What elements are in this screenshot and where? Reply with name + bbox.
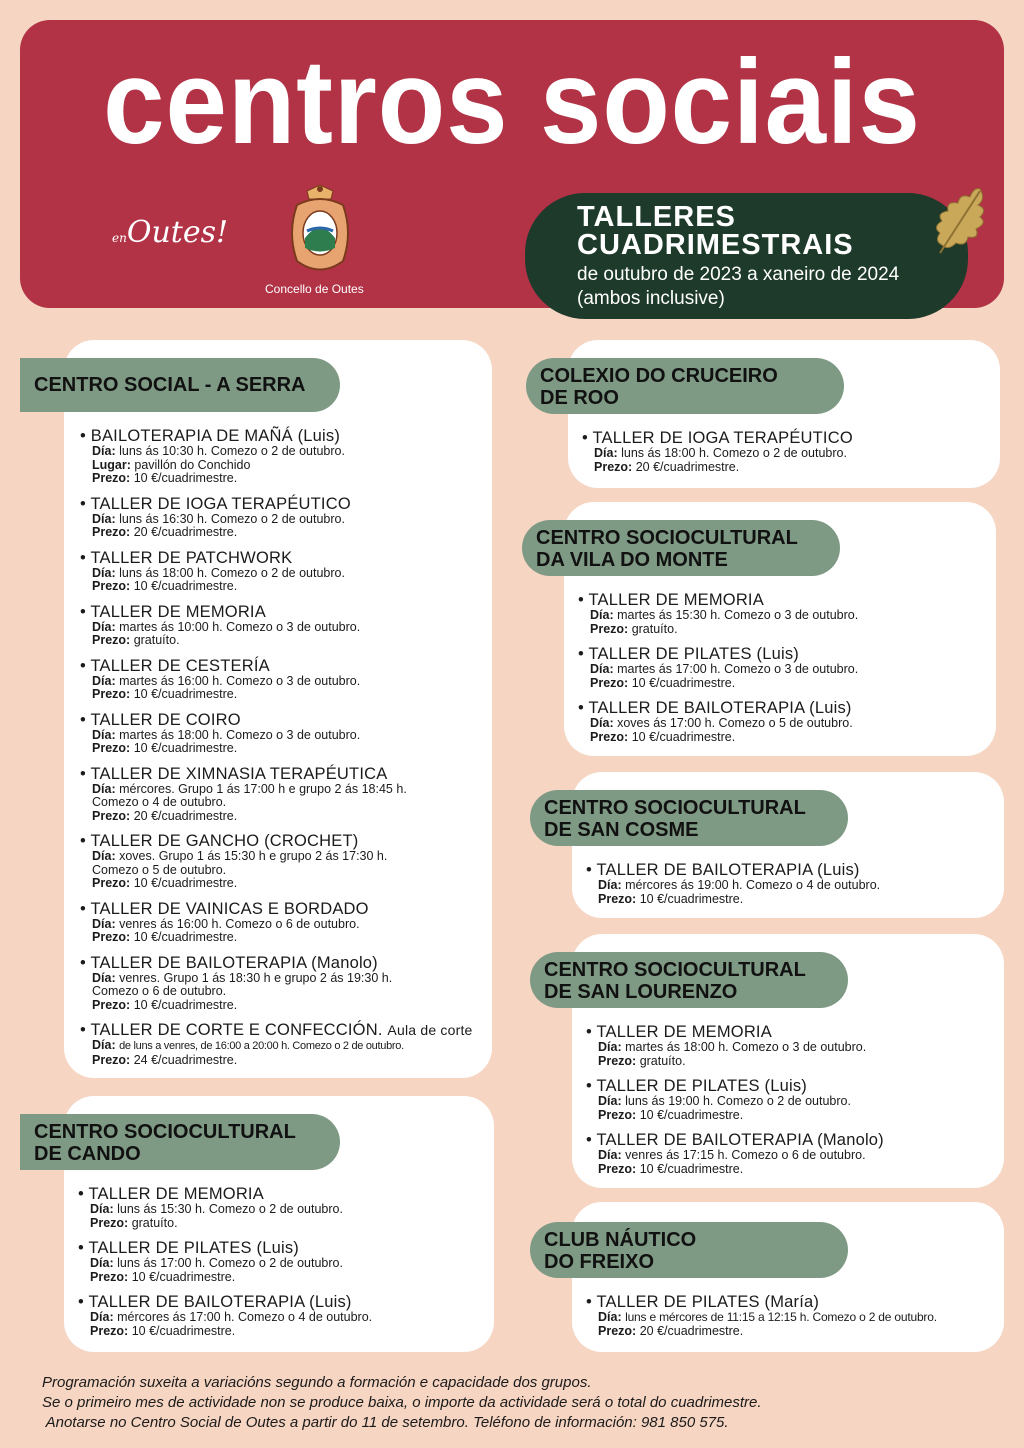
talleres-badge	[525, 193, 968, 319]
list-item: • TALLER DE MEMORIA Día: martes ás 18:00 h. Comezo o 3 de outubro. Prezo: gratuíto.	[586, 1024, 884, 1068]
talleres-dates: de outubro de 2023 a xaneiro de 2024	[577, 264, 900, 285]
label-san-cosme: CENTRO SOCIOCULTURAL DE SAN COSME	[530, 790, 848, 846]
label-roo: COLEXIO DO CRUCEIRO DE ROO	[526, 358, 844, 414]
list-item: • TALLER DE PILATES (Luis) Día: martes ás 17:00 h. Comezo o 3 de outubro. Prezo: 10 €/cuadrimestre.	[578, 646, 858, 690]
footer-line: Programación suxeita a variacións segundo a formación e capacidade dos grupos.	[42, 1374, 592, 1391]
label-a-serra: CENTRO SOCIAL - A SERRA	[20, 358, 340, 412]
label-freixo: CLUB NÁUTICO DO FREIXO	[530, 1222, 848, 1278]
list-item: • TALLER DE GANCHO (CROCHET) Día: xoves. Grupo 1 ás 15:30 h e grupo 2 ás 17:30 h. Comezo o 5 de outubro. Prezo: 10 €/cuadrimestre.	[80, 833, 473, 891]
list-item: • TALLER DE BAILOTERAPIA (Manolo) Día: venres ás 17:15 h. Comezo o 6 de outubro. Prezo: 10 €/cuadrimestre.	[586, 1132, 884, 1176]
label-san-lourenzo: CENTRO SOCIOCULTURAL DE SAN LOURENZO	[530, 952, 848, 1008]
list-item: • TALLER DE CESTERÍA Día: martes ás 16:00 h. Comezo o 3 de outubro. Prezo: 10 €/cuadrimestre.	[80, 658, 473, 702]
list-item: • TALLER DE BAILOTERAPIA (Luis) Día: mércores ás 19:00 h. Comezo o 4 de outubro. Prezo: 10 €/cuadrimestre.	[586, 862, 880, 906]
list-item: • TALLER DE IOGA TERAPÉUTICO Día: luns ás 18:00 h. Comezo o 2 de outubro. Prezo: 20 €/cuadrimestre.	[582, 430, 853, 474]
concello-name: Concello de Outes	[265, 282, 364, 296]
list-san-lourenzo	[586, 1024, 884, 1186]
list-roo	[582, 430, 853, 484]
list-item: • TALLER DE MEMORIA Día: martes ás 15:30 h. Comezo o 3 de outubro. Prezo: gratuíto.	[578, 592, 858, 636]
list-freixo	[586, 1294, 937, 1348]
list-item: • TALLER DE BAILOTERAPIA (Luis) Día: mércores ás 17:00 h. Comezo o 4 de outubro. Prezo: 10 €/cuadrimestre.	[78, 1294, 372, 1338]
talleres-title: TALLERES CUADRIMESTRAIS	[577, 201, 854, 261]
list-item: • TALLER DE XIMNASIA TERAPÉUTICA Día: mércores. Grupo 1 ás 17:00 h e grupo 2 ás 18:45 h. Comezo o 4 de outubro. Prezo: 20 €/cuadrimestre.	[80, 766, 473, 824]
list-item: • TALLER DE BAILOTERAPIA (Luis) Día: xoves ás 17:00 h. Comezo o 5 de outubro. Prezo: 10 €/cuadrimestre.	[578, 700, 858, 744]
list-item: • BAILOTERAPIA DE MAÑÁ (Luis) Día: luns ás 10:30 h. Comezo o 2 de outubro. Lugar: pavillón do Conchido Prezo: 10 €/cuadrimestre.	[80, 428, 473, 486]
list-item: • TALLER DE CORTE E CONFECCIÓN. Aula de corte Día: de luns a venres, de 16:00 a 20:00 h. Comezo o 2 de outubro. Prezo: 24 €/cuadrimestre.	[80, 1022, 473, 1067]
list-item: • TALLER DE MEMORIA Día: martes ás 10:00 h. Comezo o 3 de outubro. Prezo: gratuíto.	[80, 604, 473, 648]
page-title: centros sociais	[103, 35, 921, 169]
list-san-cosme	[586, 862, 880, 916]
list-item: • TALLER DE VAINICAS E BORDADO Día: venres ás 16:00 h. Comezo o 6 de outubro. Prezo: 10 €/cuadrimestre.	[80, 901, 473, 945]
footer-notes	[42, 1373, 1002, 1433]
footer-line: Anotarse no Centro Social de Outes a partir do 11 de setembro. Teléfono de información: 981 850 575.	[42, 1414, 729, 1431]
list-item: • TALLER DE MEMORIA Día: luns ás 15:30 h. Comezo o 2 de outubro. Prezo: gratuíto.	[78, 1186, 372, 1230]
outes-brand-logo: enOutes!	[112, 215, 229, 250]
list-item: • TALLER DE PILATES (Luis) Día: luns ás 19:00 h. Comezo o 2 de outubro. Prezo: 10 €/cuadrimestre.	[586, 1078, 884, 1122]
list-vila-do-monte	[578, 592, 858, 754]
label-cando: CENTRO SOCIOCULTURAL DE CANDO	[20, 1114, 340, 1170]
list-item: • TALLER DE IOGA TERAPÉUTICO Día: luns ás 16:30 h. Comezo o 2 de outubro. Prezo: 20 €/cuadrimestre.	[80, 496, 473, 540]
list-item: • TALLER DE BAILOTERAPIA (Manolo) Día: venres. Grupo 1 ás 18:30 h e grupo 2 ás 19:30 h. Comezo o 6 de outubro. Prezo: 10 €/cuadrimestre.	[80, 955, 473, 1013]
footer-line: Se o primeiro mes de actividade non se produce baixa, o importe da actividade será o total do cuadrimestre.	[42, 1394, 762, 1411]
talleres-note: (ambos inclusive)	[577, 288, 725, 309]
list-item: • TALLER DE PILATES (María) Día: luns e mércores de 11:15 a 12:15 h. Comezo o 2 de outubro. Prezo: 20 €/cuadrimestre.	[586, 1294, 937, 1338]
header-banner	[20, 20, 1004, 308]
label-vila-do-monte: CENTRO SOCIOCULTURAL DA VILA DO MONTE	[522, 520, 840, 576]
list-item: • TALLER DE PATCHWORK Día: luns ás 18:00 h. Comezo o 2 de outubro. Prezo: 10 €/cuadrimestre.	[80, 550, 473, 594]
list-item: • TALLER DE COIRO Día: martes ás 18:00 h. Comezo o 3 de outubro. Prezo: 10 €/cuadrimestre.	[80, 712, 473, 756]
coat-of-arms-icon	[285, 183, 355, 278]
list-a-serra	[80, 428, 473, 1077]
list-cando	[78, 1186, 372, 1348]
oak-leaf-icon	[930, 185, 992, 260]
list-item: • TALLER DE PILATES (Luis) Día: luns ás 17:00 h. Comezo o 2 de outubro. Prezo: 10 €/cuadrimestre.	[78, 1240, 372, 1284]
